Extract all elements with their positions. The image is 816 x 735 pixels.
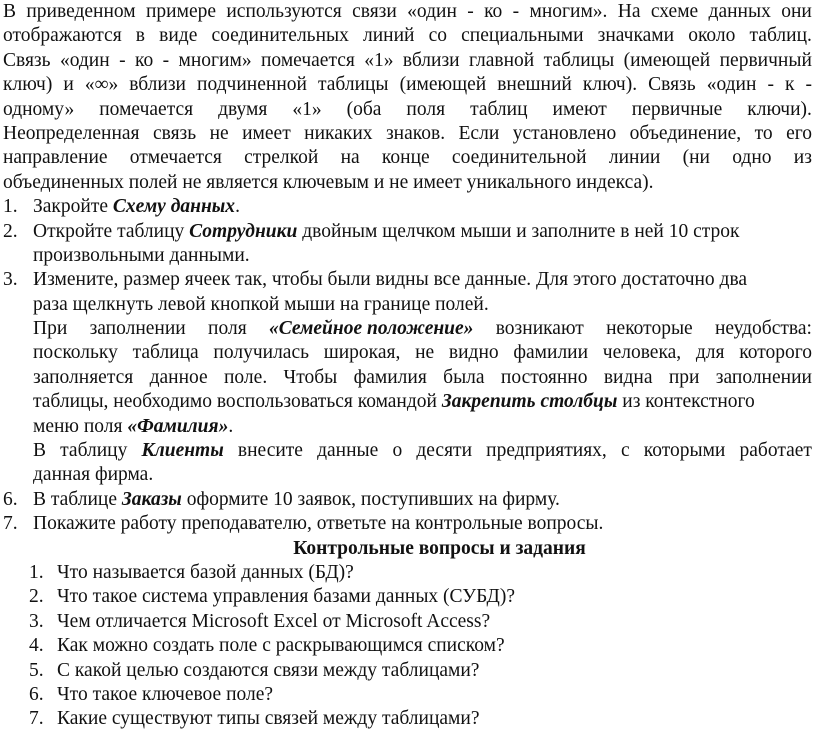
- word: никаких: [304, 122, 373, 144]
- word: в: [135, 25, 146, 47]
- step-text-end: .: [235, 196, 240, 218]
- word: -: [119, 49, 126, 71]
- word: видно: [448, 342, 499, 364]
- word: направление: [3, 147, 108, 169]
- intro-line-7: [3, 146, 812, 170]
- question-number: 1.: [29, 561, 44, 583]
- question-2: [3, 585, 816, 609]
- step-emphasis: Заказы: [121, 488, 182, 510]
- word: объединение,: [629, 122, 742, 144]
- word: из: [793, 147, 812, 169]
- question-7: [3, 707, 816, 731]
- word: связи: [352, 1, 397, 22]
- word: многим».: [529, 1, 608, 22]
- word: таблиц.: [749, 25, 812, 47]
- word: «один: [407, 1, 457, 22]
- question-number: 5.: [29, 659, 44, 681]
- question-number: 2.: [29, 586, 44, 608]
- word: его: [786, 122, 812, 144]
- step-2: [3, 220, 816, 244]
- word: возникают: [495, 318, 584, 340]
- word: При: [33, 318, 68, 340]
- question-text: С какой целью создаются связи между таблицами?: [57, 659, 480, 681]
- step-text: Измените, размер ячеек так, чтобы были видны все данные. Для этого достаточно два: [33, 269, 748, 291]
- word: которого: [739, 342, 812, 364]
- word: таблицы: [543, 49, 615, 71]
- step-7: [3, 512, 816, 536]
- word: с: [620, 440, 630, 462]
- step-emphasis: Схему данных: [112, 196, 236, 218]
- question-5: [3, 659, 816, 683]
- word: не: [209, 122, 229, 144]
- word: (ни: [682, 147, 710, 169]
- word: внесите: [237, 440, 303, 462]
- document-page: [3, 0, 816, 732]
- word: вблизи: [402, 49, 460, 71]
- step-number: 2.: [3, 220, 18, 242]
- step-text: таблицы, необходимо воспользоваться командой: [33, 391, 442, 413]
- word: стрелкой: [244, 147, 319, 169]
- word: знаков.: [385, 122, 446, 144]
- word: подчиненной: [197, 74, 307, 96]
- word: конце: [381, 147, 430, 169]
- word: заполнении: [715, 366, 812, 388]
- step-text: Закройте: [33, 196, 113, 218]
- step-4-line-3: [3, 366, 812, 390]
- word: ко: [134, 49, 154, 71]
- word: помечается: [99, 98, 194, 120]
- word: со: [428, 25, 447, 47]
- step-2-continuation: произвольными данными.: [33, 244, 250, 266]
- word: Если: [458, 122, 500, 144]
- word: значками: [597, 25, 675, 47]
- word: специальными: [461, 25, 584, 47]
- word: они: [781, 1, 812, 22]
- word: некоторые: [606, 318, 693, 340]
- step-number: 1.: [3, 196, 18, 218]
- word: (оба: [346, 98, 382, 120]
- word: помечается: [261, 49, 355, 71]
- word: предприятиях,: [486, 440, 607, 462]
- word: видна: [603, 366, 653, 388]
- question-text: Чем отличается Microsoft Excel от Microsoft Access?: [57, 610, 491, 632]
- intro-line-1: [3, 0, 812, 24]
- word: ключи).: [747, 98, 812, 120]
- intro-line-3: [3, 49, 812, 73]
- intro-line-4: [3, 73, 812, 97]
- word: десяти: [416, 440, 473, 462]
- word: для: [695, 342, 725, 364]
- word: -: [162, 49, 170, 71]
- word: данных: [708, 1, 771, 22]
- question-4: [3, 634, 816, 658]
- section-heading: Контрольные вопросы и задания: [293, 537, 586, 559]
- word: то: [754, 122, 773, 144]
- word: установлено: [512, 122, 617, 144]
- step-4-line-4: [3, 390, 816, 414]
- step-3-continuation: раза щелкнуть левой кнопкой мыши на границе полей.: [33, 293, 489, 315]
- word: неудобства:: [715, 318, 812, 340]
- word: первичные: [631, 98, 723, 120]
- step-4-line-1: [3, 317, 812, 341]
- word: заполняется: [33, 366, 134, 388]
- step-4-line-5: [3, 415, 816, 439]
- word: была: [443, 366, 485, 388]
- word: схеме: [650, 1, 699, 22]
- word: «один: [59, 49, 110, 71]
- word: ключ).: [582, 74, 638, 96]
- word: -: [512, 1, 520, 22]
- word: поля: [208, 318, 247, 340]
- question-1: [3, 561, 816, 585]
- intro-line-8: объединенных полей не является ключевым и не имеет уникального индекса).: [3, 171, 654, 193]
- word: двумя: [218, 98, 268, 120]
- question-number: 4.: [29, 635, 44, 657]
- word: соединительной: [451, 147, 587, 169]
- word: одному»: [3, 98, 75, 120]
- word: и: [63, 74, 74, 96]
- word: (имеющей: [623, 49, 711, 71]
- step-emphasis: «Семейное положение»: [268, 318, 474, 340]
- word: постоянно: [500, 366, 588, 388]
- word: данное: [149, 366, 208, 388]
- step-emphasis: Сотрудники: [189, 220, 298, 242]
- word: ключ): [3, 74, 53, 96]
- question-3: [3, 610, 816, 634]
- word: ко: [484, 1, 503, 22]
- step-number: 3.: [3, 269, 18, 291]
- word: которыми: [643, 440, 726, 462]
- word: внешний: [497, 74, 572, 96]
- word: В: [33, 440, 47, 462]
- word: многим»: [178, 49, 252, 71]
- word: работает: [739, 440, 812, 462]
- word: таблица: [132, 342, 199, 364]
- word: приведенном: [26, 1, 136, 22]
- step-number: 6.: [3, 488, 18, 510]
- step-emphasis: «Фамилия»: [127, 415, 229, 437]
- intro-line-6: [3, 122, 812, 146]
- word: одно: [732, 147, 772, 169]
- word: широкая,: [323, 342, 401, 364]
- step-emphasis: Закрепить столбцы: [441, 391, 618, 413]
- step-4-line-2: [3, 341, 812, 365]
- word: поле.: [224, 366, 268, 388]
- word: таблицу: [60, 440, 128, 462]
- step-text: меню поля: [33, 415, 128, 437]
- word: линии: [608, 147, 661, 169]
- question-number: 6.: [29, 683, 44, 705]
- word: главной: [469, 49, 535, 71]
- question-text: Как можно создать поле с раскрывающимся списком?: [57, 635, 505, 657]
- word: На: [617, 1, 641, 22]
- step-text-end: оформите 10 заявок, поступивших на фирму.: [181, 488, 560, 510]
- word: отмечается: [129, 147, 222, 169]
- step-text-end: из контекстного: [617, 391, 755, 413]
- word: -: [767, 74, 774, 96]
- word: поскольку: [33, 342, 118, 364]
- word: Неопределенная: [3, 122, 140, 144]
- word: заполнении: [89, 318, 186, 340]
- word: связь: [152, 122, 197, 144]
- word: «1»: [364, 49, 394, 71]
- word: линий: [362, 25, 415, 47]
- word: В: [3, 1, 17, 22]
- word: поля: [406, 98, 446, 120]
- word: Связь: [3, 49, 51, 71]
- word: «1»: [292, 98, 322, 120]
- word: фамилии: [513, 342, 589, 364]
- word: «один: [706, 74, 757, 96]
- question-number: 7.: [29, 708, 44, 730]
- step-6: [3, 488, 816, 512]
- step-text: В таблице: [33, 488, 122, 510]
- step-text: Покажите работу преподавателю, ответьте на контрольные вопросы.: [33, 513, 604, 535]
- question-text: Что такое ключевое поле?: [57, 683, 274, 705]
- step-3: [3, 268, 816, 292]
- step-text: Откройте таблицу: [33, 220, 190, 242]
- step-emphasis: Клиенты: [141, 440, 224, 462]
- word: фамилия: [353, 366, 427, 388]
- word: Связь: [648, 74, 696, 96]
- word: первичный: [719, 49, 812, 71]
- word: -: [467, 1, 474, 22]
- word: используются: [226, 1, 342, 22]
- word: таблицы: [317, 74, 389, 96]
- word: «∞»: [84, 74, 119, 96]
- word: около: [688, 25, 736, 47]
- word: -: [805, 74, 812, 96]
- word: к: [784, 74, 795, 96]
- word: примере: [145, 1, 217, 22]
- step-number: 7.: [3, 513, 18, 535]
- step-5-continuation: данная фирма.: [33, 464, 154, 486]
- word: (имеющей: [399, 74, 487, 96]
- step-1: [3, 195, 816, 219]
- word: соединительных: [211, 25, 349, 47]
- word: о: [392, 440, 403, 462]
- intro-line-2: [3, 24, 812, 48]
- question-6: [3, 683, 816, 707]
- word: при: [668, 366, 700, 388]
- word: имеют: [552, 98, 607, 120]
- word: Чтобы: [283, 366, 338, 388]
- word: таблиц: [470, 98, 528, 120]
- intro-line-5: [3, 98, 812, 122]
- word: не: [415, 342, 435, 364]
- word: получилась: [213, 342, 310, 364]
- question-number: 3.: [29, 610, 44, 632]
- word: виде: [159, 25, 198, 47]
- word: на: [340, 147, 360, 169]
- word: человека,: [602, 342, 682, 364]
- step-5-line-1: [3, 439, 812, 463]
- step-text-end: .: [228, 415, 234, 437]
- word: имеет: [242, 122, 291, 144]
- question-text: Какие существуют типы связей между таблицами?: [57, 708, 480, 730]
- question-text: Что называется базой данных (БД)?: [57, 561, 354, 583]
- question-text: Что такое система управления базами данных (СУБД)?: [57, 586, 515, 608]
- word: данные: [317, 440, 379, 462]
- word: вблизи: [129, 74, 186, 96]
- step-text-end: двойным щелчком мыши и заполните в ней 10 строк: [297, 220, 740, 242]
- word: отображаются: [3, 25, 122, 47]
